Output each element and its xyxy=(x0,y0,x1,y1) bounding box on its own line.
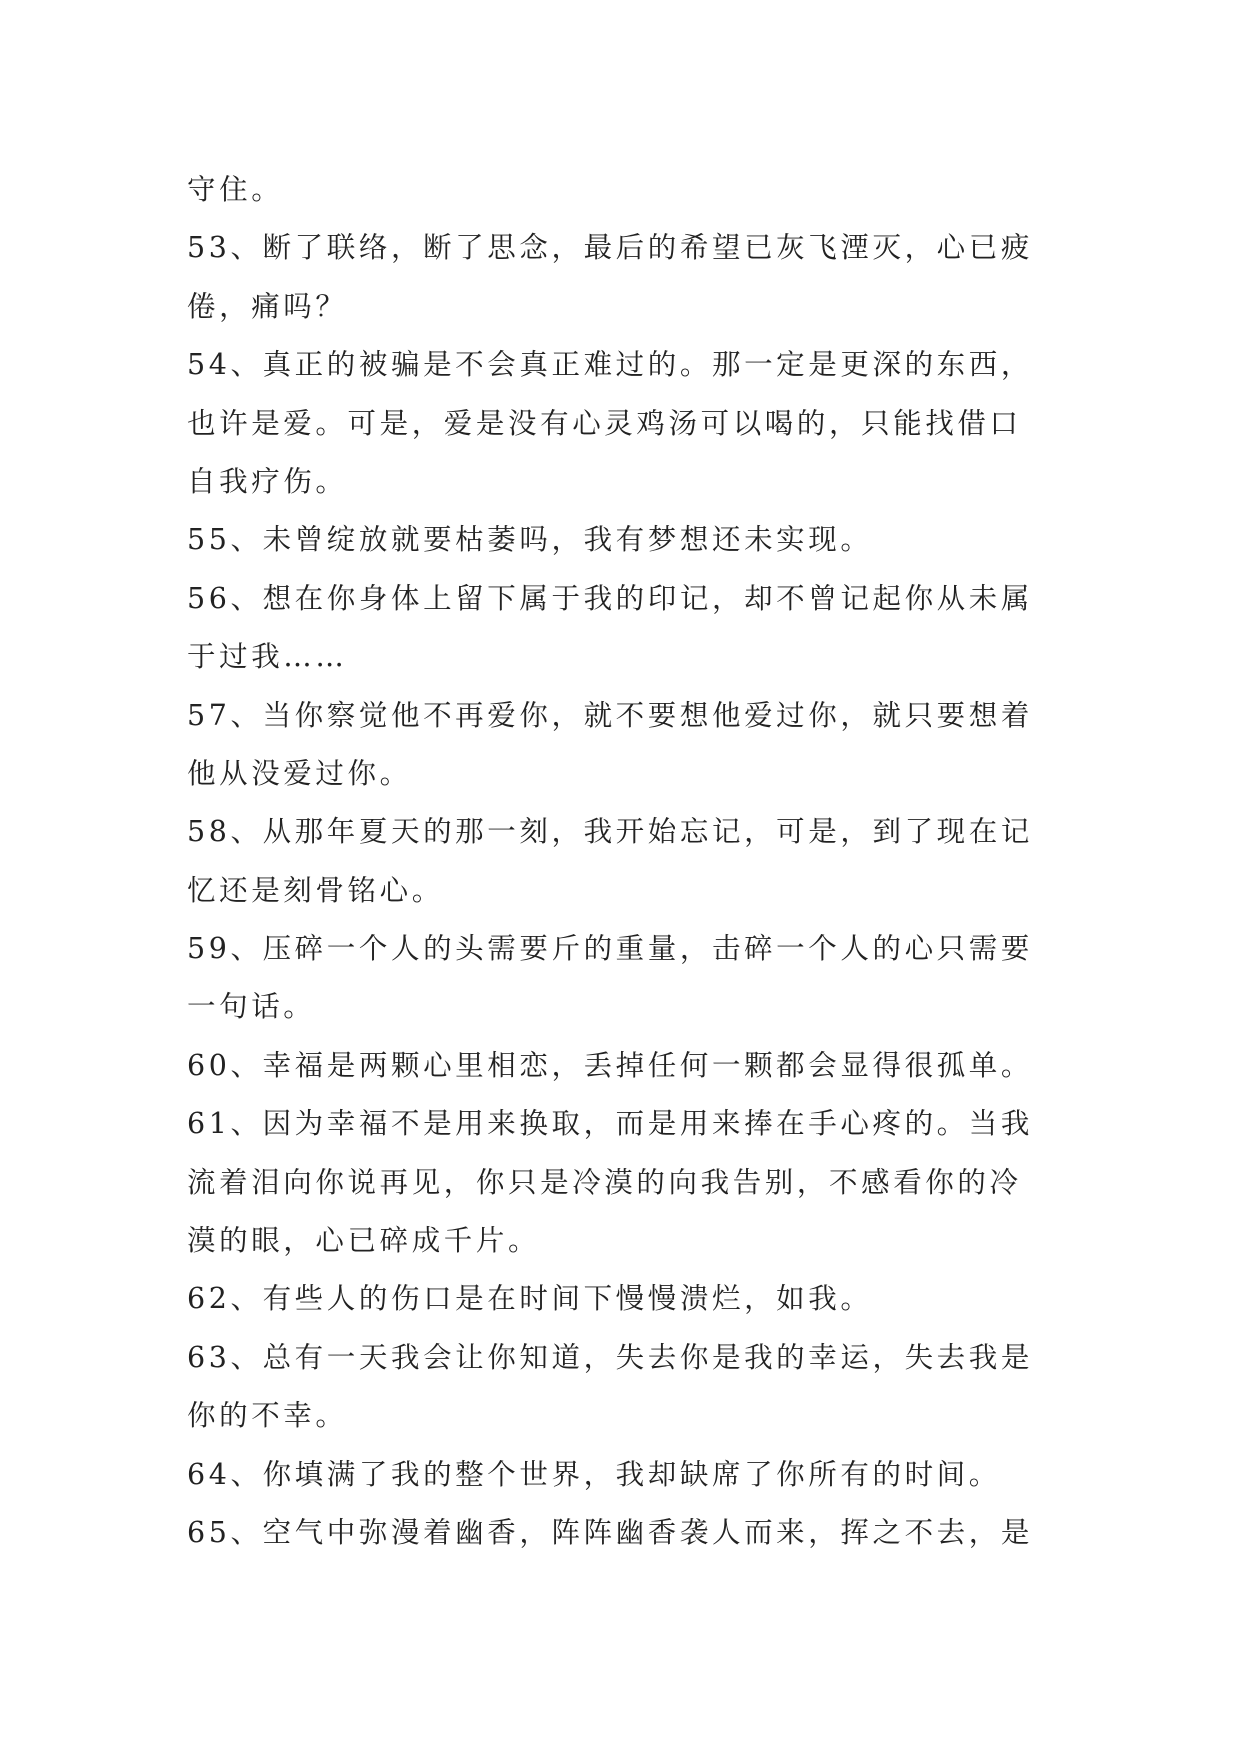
text-line: 63、总有一天我会让你知道，失去你是我的幸运，失去我是 xyxy=(187,1340,1033,1374)
text-line: 56、想在你身体上留下属于我的印记，却不曾记起你从未属 xyxy=(187,581,1033,615)
text-line: 62、有些人的伤口是在时间下慢慢溃烂，如我。 xyxy=(187,1282,873,1316)
text-line: 59、压碎一个人的头需要斤的重量，击碎一个人的心只需要 xyxy=(187,932,1033,966)
text-line: 一句话。 xyxy=(187,990,316,1024)
text-line: 58、从那年夏天的那一刻，我开始忘记，可是，到了现在记 xyxy=(187,815,1033,849)
text-line: 你的不幸。 xyxy=(187,1399,348,1433)
text-line: 于过我…… xyxy=(187,640,348,674)
text-line: 57、当你察觉他不再爱你，就不要想他爱过你，就只要想着 xyxy=(187,698,1033,732)
text-line: 忆还是刻骨铭心。 xyxy=(187,873,444,907)
text-line: 自我疗伤。 xyxy=(187,464,348,498)
text-line: 54、真正的被骗是不会真正难过的。那一定是更深的东西， xyxy=(187,348,1033,382)
text-line: 61、因为幸福不是用来换取，而是用来捧在手心疼的。当我 xyxy=(187,1107,1033,1141)
text-line: 55、未曾绽放就要枯萎吗，我有梦想还未实现。 xyxy=(187,523,873,557)
document-body xyxy=(187,161,1067,1562)
text-line: 流着泪向你说再见，你只是冷漠的向我告别，不感看你的冷 xyxy=(187,1165,1022,1199)
text-line: 53、断了联络，断了思念，最后的希望已灰飞湮灭，心已疲 xyxy=(187,231,1033,265)
text-line: 守住。 xyxy=(187,173,284,206)
text-line: 倦，痛吗？ xyxy=(187,289,348,323)
text-line: 他从没爱过你。 xyxy=(187,756,412,790)
text-line: 也许是爱。可是，爱是没有心灵鸡汤可以喝的，只能找借口 xyxy=(187,406,1022,440)
text-line: 64、你填满了我的整个世界，我却缺席了你所有的时间。 xyxy=(187,1457,1001,1491)
text-line: 60、幸福是两颗心里相恋，丢掉任何一颗都会显得很孤单。 xyxy=(187,1048,1033,1082)
text-line: 漠的眼，心已碎成千片。 xyxy=(187,1224,541,1258)
text-line: 65、空气中弥漫着幽香，阵阵幽香袭人而来，挥之不去，是 xyxy=(187,1515,1033,1549)
